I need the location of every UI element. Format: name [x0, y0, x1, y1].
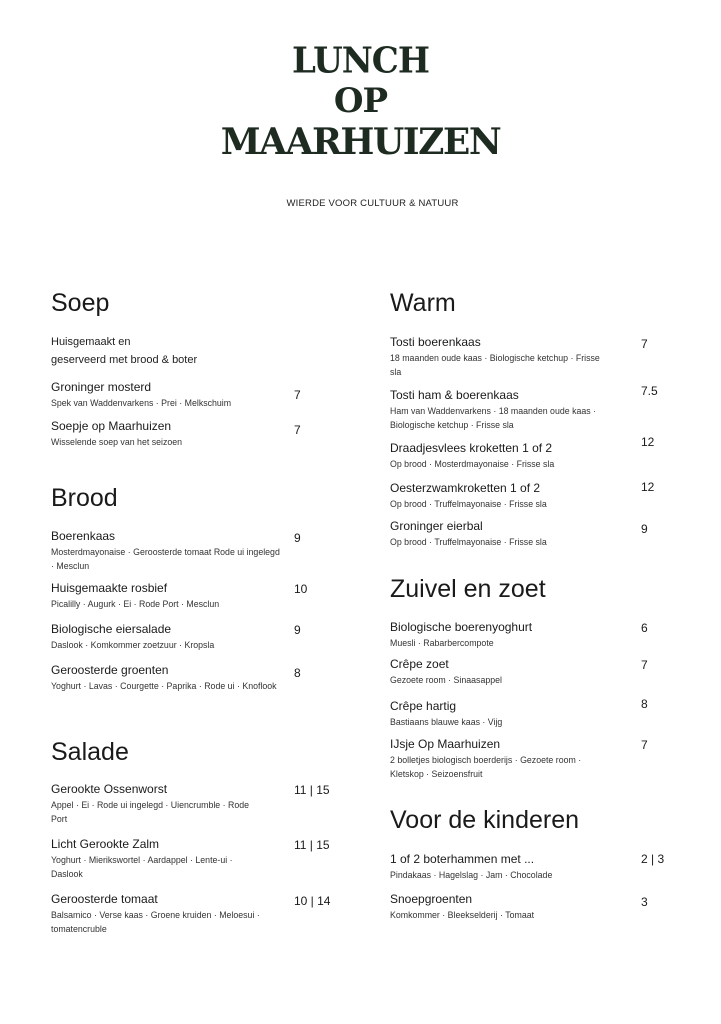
item-name: Crêpe hartig: [390, 699, 457, 713]
menu-item: [51, 581, 351, 611]
item-desc: Op brood · Truffelmayonaise · Frisse sla: [390, 537, 547, 547]
section-title-warm: Warm: [390, 289, 456, 317]
menu-item: [390, 620, 680, 650]
item-price: 11 | 15: [294, 783, 330, 797]
section-title-soep: Soep: [51, 289, 110, 317]
soep-intro-line-1: Huisgemaakt en: [51, 336, 131, 348]
item-name: 1 of 2 boterhammen met ...: [390, 852, 535, 866]
item-name: Tosti boerenkaas: [390, 335, 481, 349]
soep-intro-line-2: geserveerd met brood & boter: [51, 354, 198, 366]
menu-item: [390, 892, 680, 922]
menu-item: [390, 852, 680, 882]
menu-item: [51, 419, 351, 449]
item-name: Snoepgroenten: [390, 892, 473, 906]
item-desc: Op brood · Mosterdmayonaise · Frisse sla: [390, 459, 555, 469]
item-price: 8: [641, 697, 648, 711]
item-desc: Yoghurt · Mierikswortel · Aardappel · Lente-ui · Daslook: [51, 855, 233, 879]
menu-item: [390, 737, 648, 781]
menu-item: [51, 380, 351, 410]
menu-item: [51, 663, 301, 693]
item-price: 8: [294, 666, 301, 680]
item-desc: Appel · Ei · Rode ui ingelegd · Uiencrumble · Rode Port: [51, 800, 250, 824]
menu-item: [51, 622, 351, 652]
menu-item: [390, 335, 648, 379]
item-desc: Gezoete room · Sinaasappel: [390, 675, 502, 685]
menu-item: [390, 481, 680, 511]
item-price: 6: [641, 621, 648, 635]
item-name: Tosti ham & boerenkaas: [390, 388, 519, 402]
item-name: Oesterzwamkroketten 1 of 2: [390, 481, 541, 495]
item-name: Biologische eiersalade: [51, 622, 172, 636]
logo-line-1: LUNCH: [292, 39, 429, 82]
item-desc: Ham van Waddenvarkens · 18 maanden oude kaas · Biologische ketchup · Frisse sla: [390, 406, 597, 430]
menu-item: [390, 519, 680, 549]
item-price: 12: [641, 435, 655, 449]
item-price: 7: [641, 337, 648, 351]
item-name: Geroosterde groenten: [51, 663, 169, 677]
section-title-brood: Brood: [51, 484, 118, 512]
item-desc: Op brood · Truffelmayonaise · Frisse sla: [390, 499, 547, 509]
item-desc: 2 bolletjes biologisch boerderijs · Gezoete room · Kletskop · Seizoensfruit: [390, 755, 582, 779]
section-title-voor-de-kinderen: Voor de kinderen: [390, 806, 580, 834]
item-price: 7: [294, 388, 301, 402]
item-price: 10: [294, 582, 308, 596]
menu-item: [51, 892, 331, 936]
left-column: [51, 0, 351, 1024]
menu-item: [51, 782, 330, 826]
item-desc: Muesli · Rabarbercompote: [390, 638, 494, 648]
menu-item: [390, 384, 658, 432]
item-price: 7.5: [641, 384, 658, 398]
item-price: 9: [294, 531, 301, 545]
item-desc: Picalilly · Augurk · Ei · Rode Port · Mesclun: [51, 599, 220, 609]
item-price: 11 | 15: [294, 838, 330, 852]
item-name: Licht Gerookte Zalm: [51, 837, 160, 851]
item-desc: Pindakaas · Hagelslag · Jam · Chocolade: [390, 870, 553, 880]
item-desc: Wisselende soep van het seizoen: [51, 437, 183, 447]
menu-item: [51, 529, 301, 573]
item-desc: Yoghurt · Lavas · Courgette · Paprika · Rode ui · Knoflook: [51, 681, 277, 691]
item-name: Huisgemaakte rosbief: [51, 581, 168, 595]
menu-item: [390, 657, 680, 687]
item-name: Soepje op Maarhuizen: [51, 419, 172, 433]
item-price: 7: [294, 423, 301, 437]
logo-line-2: OP: [333, 81, 388, 121]
item-name: Groninger eierbal: [390, 519, 483, 533]
item-name: Geroosterde tomaat: [51, 892, 158, 906]
item-price: 9: [294, 623, 301, 637]
item-desc: Bastiaans blauwe kaas · Vijg: [390, 717, 503, 727]
item-name: IJsje Op Maarhuizen: [390, 737, 501, 751]
item-desc: Komkommer · Bleekselderij · Tomaat: [390, 910, 535, 920]
subtitle: WIERDE VOOR CULTUUR & NATUUR: [286, 198, 459, 209]
item-price: 2 | 3: [641, 852, 665, 866]
item-price: 7: [641, 658, 648, 672]
item-price: 3: [641, 895, 648, 909]
item-name: Biologische boerenyoghurt: [390, 620, 533, 634]
item-desc: Spek van Waddenvarkens · Prei · Melkschuim: [51, 398, 232, 408]
soep-intro: [51, 333, 197, 369]
menu-item: [51, 837, 330, 881]
item-price: 7: [641, 738, 648, 752]
item-price: 12: [641, 480, 655, 494]
item-name: Crêpe zoet: [390, 657, 449, 671]
right-column: [390, 0, 680, 1024]
menu-item: [390, 699, 680, 729]
item-desc: 18 maanden oude kaas · Biologische ketchup · Frisse sla: [390, 353, 600, 377]
section-title-salade: Salade: [51, 738, 129, 766]
logo-line-3: MAARHUIZEN: [220, 121, 501, 163]
item-price: 10 | 14: [294, 894, 331, 908]
item-price: 9: [641, 522, 648, 536]
item-name: Boerenkaas: [51, 529, 116, 543]
item-desc: Mosterdmayonaise · Geroosterde tomaat Rode ui ingelegd · Mesclun: [51, 547, 280, 571]
item-desc: Balsamico · Verse kaas · Groene kruiden · Meloesui · tomatencruble: [51, 910, 260, 934]
section-title-zuivel-en-zoet: Zuivel en zoet: [390, 575, 546, 603]
item-name: Gerookte Ossenworst: [51, 782, 168, 796]
item-desc: Daslook · Komkommer zoetzuur · Kropsla: [51, 640, 215, 650]
item-name: Groninger mosterd: [51, 380, 152, 394]
item-name: Draadjesvlees kroketten 1 of 2: [390, 441, 553, 455]
menu-item: [390, 435, 680, 471]
